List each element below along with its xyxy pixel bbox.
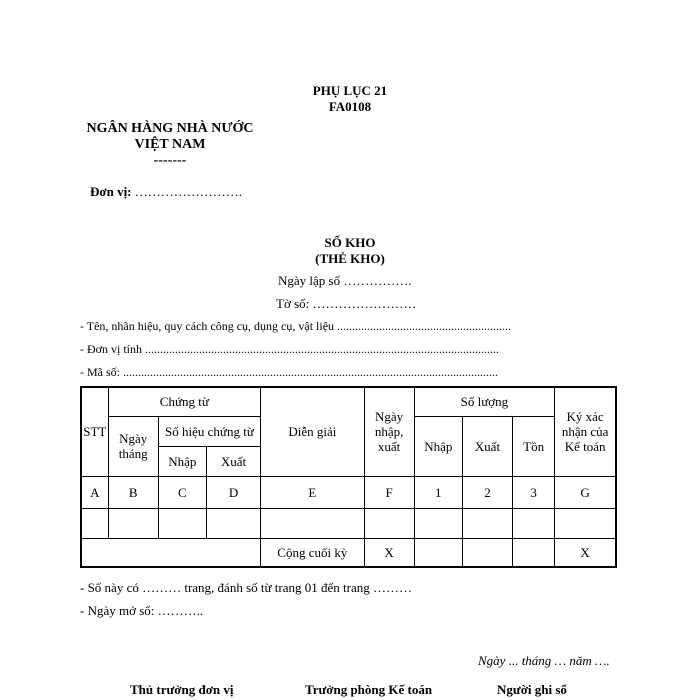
signature-bookkeeper: Người ghi sổ xyxy=(497,682,567,697)
signature-head-of-unit: Thủ trưởng đơn vị xyxy=(130,682,234,697)
page-count-line: - Sổ này có ……… trang, đánh số từ trang 01 đến trang ……… xyxy=(80,580,412,595)
code-cell: F xyxy=(364,476,414,508)
header-chung-tu-xuat: Xuất xyxy=(206,446,260,476)
annex-header xyxy=(250,83,450,115)
header-so-luong-nhap: Nhập xyxy=(414,416,462,476)
signature-chief-accountant: Trưởng phòng Kế toán xyxy=(305,682,433,697)
open-date-line: - Ngày mở sổ: ……….. xyxy=(80,603,204,618)
code-cell: E xyxy=(261,476,364,508)
organization-header xyxy=(70,121,270,169)
header-so-luong: Số lượng xyxy=(414,387,555,416)
code-cell: 3 xyxy=(513,476,555,508)
empty-cell xyxy=(462,538,512,567)
header-chung-tu: Chứng từ xyxy=(108,387,261,416)
organization-name-line1: NGÂN HÀNG NHÀ NƯỚC xyxy=(86,121,254,136)
created-date-line: Ngày lập sổ ……………. xyxy=(278,273,412,288)
column-code-row xyxy=(81,476,616,508)
form-code: FA0108 xyxy=(328,99,372,114)
signing-date-line: Ngày ... tháng … năm …. xyxy=(478,653,610,668)
header-so-luong-xuat: Xuất xyxy=(462,416,512,476)
annex-number: PHỤ LỤC 21 xyxy=(312,83,388,98)
header-chung-tu-nhap: Nhập xyxy=(158,446,206,476)
empty-cell xyxy=(414,538,462,567)
code-cell: D xyxy=(206,476,260,508)
empty-cell xyxy=(513,508,555,538)
unit-of-measure-line: - Đơn vị tính ...................................................................................................................... xyxy=(80,342,500,356)
header-ngay-nhap-xuat: Ngày nhập, xuất xyxy=(364,387,414,476)
empty-cell xyxy=(261,508,364,538)
header-ky-xac-nhan: Ký xác nhận của Kế toán xyxy=(555,387,616,476)
total-row xyxy=(81,538,616,567)
unit-dots: ……………………. xyxy=(131,184,243,199)
stock-ledger-table xyxy=(80,386,617,568)
code-cell: 2 xyxy=(462,476,512,508)
total-mark-signature: X xyxy=(555,538,616,567)
header-stt: STT xyxy=(81,387,108,476)
unit-label: Đơn vị: xyxy=(90,184,132,199)
code-cell: A xyxy=(81,476,108,508)
empty-cell xyxy=(206,508,260,538)
header-dien-giai: Diễn giải xyxy=(261,387,364,476)
empty-cell xyxy=(414,508,462,538)
empty-cell xyxy=(555,508,616,538)
code-cell: C xyxy=(158,476,206,508)
document-title xyxy=(250,235,450,267)
header-ngay-thang: Ngày tháng xyxy=(108,416,158,476)
total-label: Cộng cuối kỳ xyxy=(261,538,364,567)
empty-cell xyxy=(158,508,206,538)
empty-cell xyxy=(108,508,158,538)
title-sub: (THẺ KHO) xyxy=(315,251,385,266)
code-cell: G xyxy=(555,476,616,508)
sheet-number-line: Tờ số: …………………… xyxy=(276,296,417,311)
unit-line xyxy=(90,184,242,200)
header-so-hieu-chung-tu: Số hiệu chứng từ xyxy=(158,416,260,446)
code-cell: B xyxy=(108,476,158,508)
empty-cell xyxy=(462,508,512,538)
organization-name-line2: VIỆT NAM xyxy=(134,137,206,152)
header-so-luong-ton: Tồn xyxy=(513,416,555,476)
empty-cell xyxy=(364,508,414,538)
total-mark-date: X xyxy=(364,538,414,567)
organization-separator: ------- xyxy=(153,153,187,168)
item-code-line: - Mã số: ............................................................................................................................. xyxy=(80,365,498,379)
empty-cell xyxy=(81,538,261,567)
title-main: SỐ KHO xyxy=(324,235,376,250)
empty-cell xyxy=(81,508,108,538)
empty-cell xyxy=(513,538,555,567)
code-cell: 1 xyxy=(414,476,462,508)
item-name-line: - Tên, nhãn hiệu, quy cách công cụ, dụng cụ, vật liệu .......................................................... xyxy=(80,319,512,333)
empty-entry-row xyxy=(81,508,616,538)
